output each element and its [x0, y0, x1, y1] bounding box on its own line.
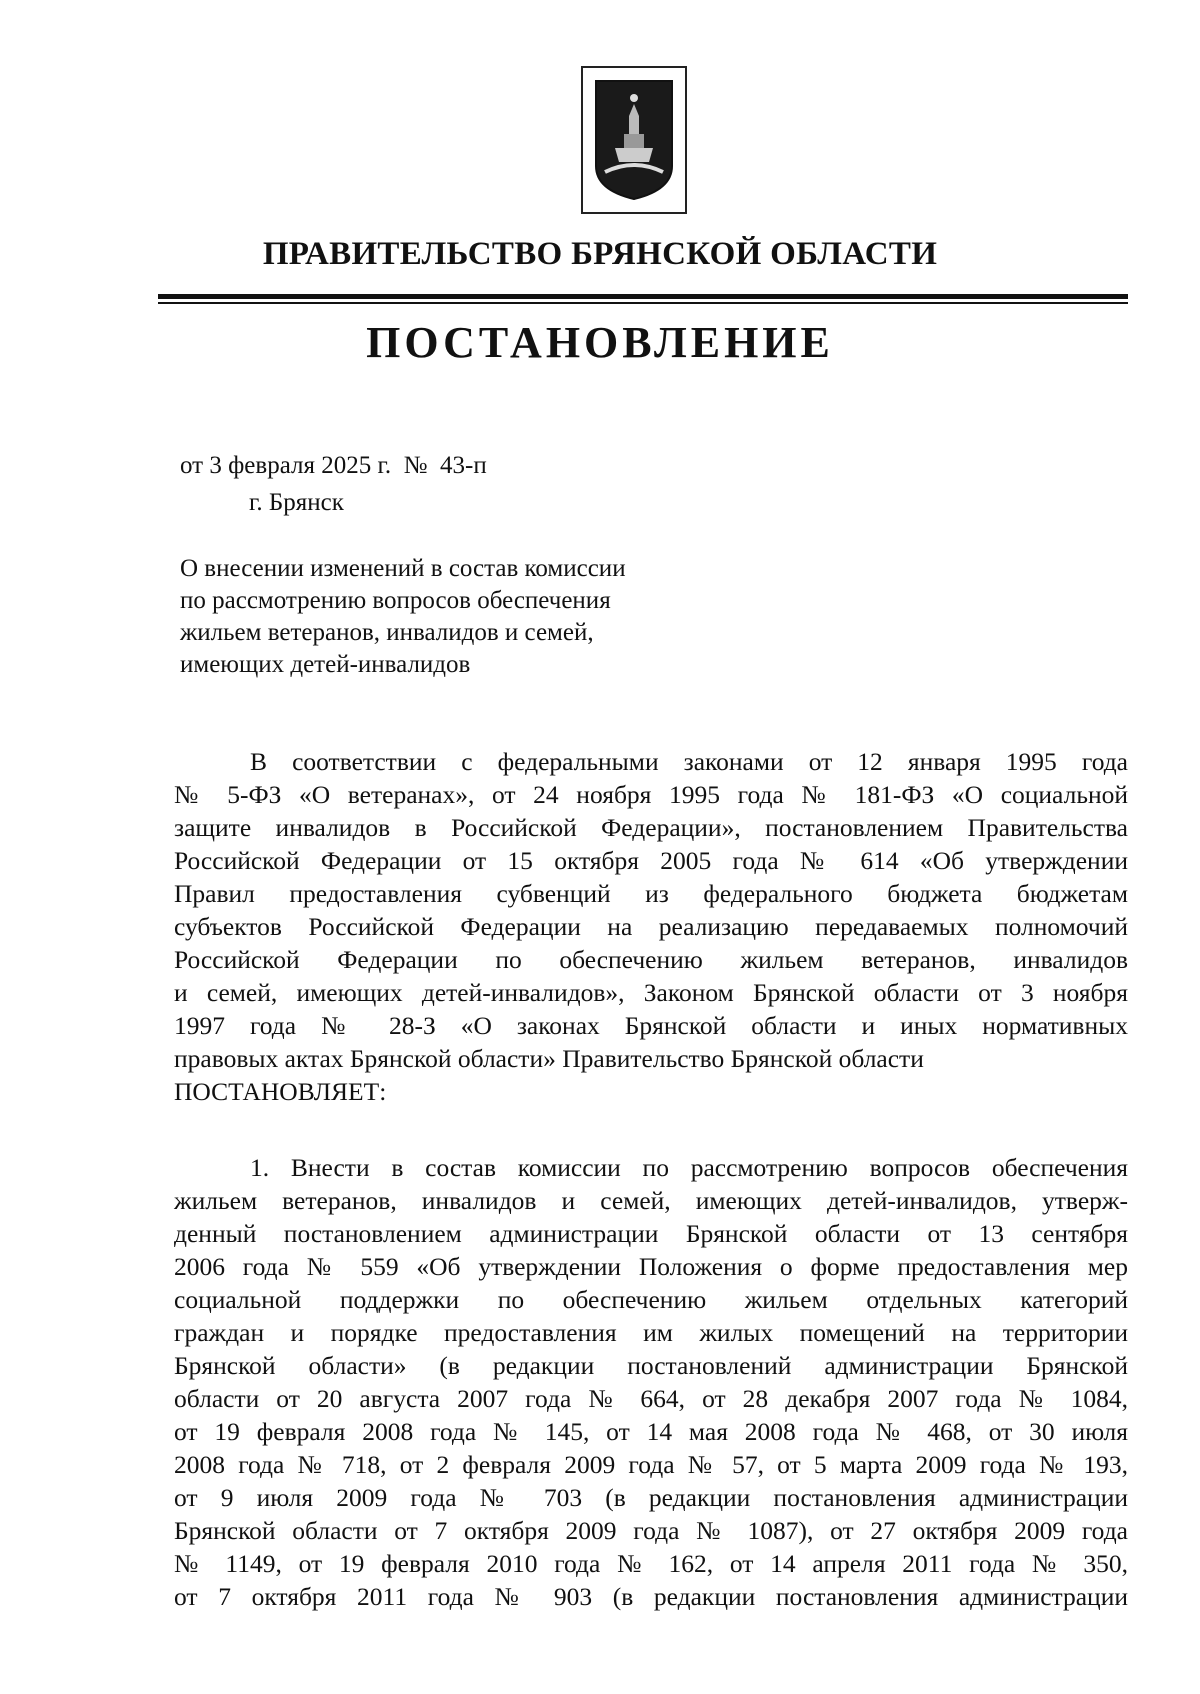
item-1-line: 1. Внести в состав комиссии по рассмотрению вопросов обеспечения: [250, 1153, 1128, 1182]
subject-line: О внесении изменений в состав комиссии: [180, 555, 626, 582]
date-and-number: от 3 февраля 2025 г. № 43-п: [180, 452, 487, 479]
subject-line: имеющих детей-инвалидов: [180, 651, 471, 678]
coat-of-arms-icon: [593, 78, 675, 202]
item-1-paragraph: [174, 1151, 1128, 1613]
item-1-line: денный постановлением администрации Брянской области от 13 сентября: [174, 1219, 1128, 1248]
subject-line: жильем ветеранов, инвалидов и семей,: [180, 619, 594, 646]
item-1-line: Брянской области» (в редакции постановлений администрации Брянской: [174, 1351, 1128, 1380]
city-name: г. Брянск: [249, 489, 344, 516]
preamble-line: правовых актах Брянской области» Правительство Брянской области: [174, 1044, 924, 1073]
preamble-paragraph: [174, 745, 1128, 1108]
preamble-line: Российской Федерации по обеспечению жильем ветеранов, инвалидов: [174, 945, 1128, 974]
item-1-line: жильем ветеранов, инвалидов и семей, имеющих детей-инвалидов, утверж-: [174, 1186, 1128, 1215]
preamble-line: защите инвалидов в Российской Федерации», постановлением Правительства: [174, 813, 1128, 842]
resolution-keyword: ПОСТАНОВЛЯЕТ:: [174, 1077, 387, 1106]
preamble-line: и семей, имеющих детей-инвалидов», Законом Брянской области от 3 ноября: [174, 978, 1128, 1007]
item-1-line: 2008 года № 718, от 2 февраля 2009 года № 57, от 5 марта 2009 года № 193,: [174, 1450, 1128, 1479]
document-type-title: ПОСТАНОВЛЕНИЕ: [366, 318, 834, 367]
item-1-line: 2006 года № 559 «Об утверждении Положения о форме предоставления мер: [174, 1252, 1128, 1281]
organization-title: ПРАВИТЕЛЬСТВО БРЯНСКОЙ ОБЛАСТИ: [262, 236, 938, 272]
preamble-line: субъектов Российской Федерации на реализацию передаваемых полномочий: [174, 912, 1128, 941]
item-1-line: от 7 октября 2011 года № 903 (в редакции постановления администрации: [174, 1582, 1128, 1611]
preamble-line: В соответствии с федеральными законами от 12 января 1995 года: [250, 747, 1128, 776]
document-subject: [180, 553, 705, 681]
coat-of-arms-emblem: [581, 66, 687, 214]
item-1-line: Брянской области от 7 октября 2009 года № 1087), от 27 октября 2009 года: [174, 1516, 1128, 1545]
item-1-line: от 9 июля 2009 года № 703 (в редакции постановления администрации: [174, 1483, 1128, 1512]
item-1-line: № 1149, от 19 февраля 2010 года № 162, от 14 апреля 2011 года № 350,: [174, 1549, 1128, 1578]
item-1-line: социальной поддержки по обеспечению жильем отдельных категорий: [174, 1285, 1128, 1314]
item-1-line: от 19 февраля 2008 года № 145, от 14 мая 2008 года № 468, от 30 июля: [174, 1417, 1128, 1446]
preamble-line: № 5-ФЗ «О ветеранах», от 24 ноября 1995 года № 181-ФЗ «О социальной: [174, 780, 1128, 809]
item-1-line: граждан и порядке предоставления им жилых помещений на территории: [174, 1318, 1128, 1347]
item-1-line: области от 20 августа 2007 года № 664, от 28 декабря 2007 года № 1084,: [174, 1384, 1128, 1413]
preamble-line: 1997 года № 28-З «О законах Брянской области и иных нормативных: [174, 1011, 1128, 1040]
header-rule-thin: [158, 302, 1128, 304]
preamble-line: Правил предоставления субвенций из федерального бюджета бюджетам: [174, 879, 1128, 908]
preamble-line: Российской Федерации от 15 октября 2005 года № 614 «Об утверждении: [174, 846, 1128, 875]
subject-line: по рассмотрению вопросов обеспечения: [180, 587, 611, 614]
header-rule-thick: [158, 294, 1128, 299]
